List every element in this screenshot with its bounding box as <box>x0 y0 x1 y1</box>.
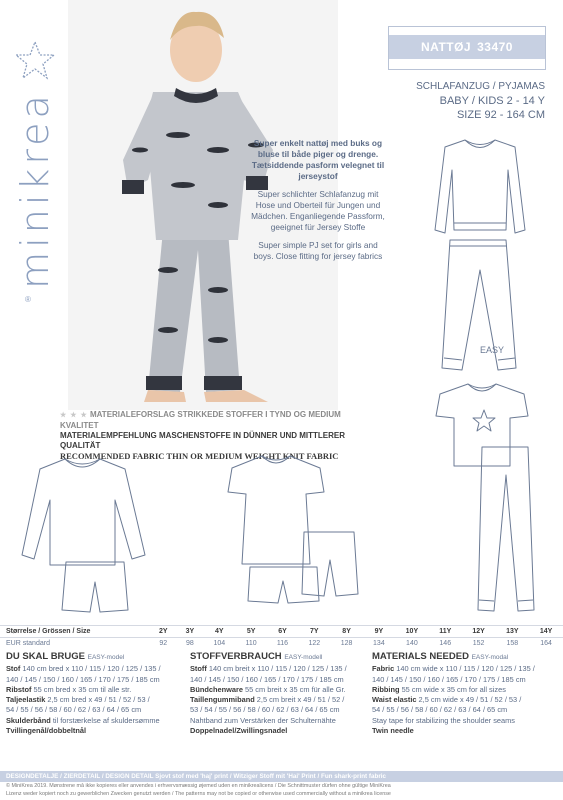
list-item: Taillengummiband 2,5 cm breit x 49 / 51 / 52 / <box>190 695 345 705</box>
list-item: 140 / 145 / 150 / 160 / 165 / 170 / 175 / 185 cm <box>372 674 526 684</box>
eur-cell: 140 <box>406 640 418 648</box>
subtitle-line: SCHLAFANZUG / PYJAMAS <box>416 81 545 92</box>
materials-column-de <box>190 652 368 736</box>
fabric-da: MATERIALEFORSLAG STRIKKEDE STOFFER I TYND OG MEDIUM KVALITET <box>60 410 341 430</box>
eur-cell: 134 <box>373 640 385 648</box>
eur-cell: 122 <box>308 640 321 648</box>
eur-cell: 164 <box>540 640 552 648</box>
size-cell: 9Y <box>363 626 395 638</box>
column-title: STOFFVERBRAUCH <box>190 651 282 662</box>
list-item: Nahtband zum Verstärken der Schulternähte <box>190 715 336 725</box>
eur-cell: 116 <box>276 640 289 648</box>
description-de: Super schlichter Schlafanzug mit Hose und Oberteil für Jungen und Mädchen. Enganliegende Passform, geeignet für Jersey Stoffe <box>251 189 385 232</box>
list-item: Ribbing 55 cm wide x 35 cm for all sizes <box>372 684 506 694</box>
materials-column-da <box>6 652 184 736</box>
list-item: Skulderbånd til forstærkelse af skuldersømme <box>6 715 160 725</box>
drawing-long-pants-2 <box>470 445 540 615</box>
size-row-label: Størrelse / Grössen / Size <box>0 626 150 638</box>
eur-cell: 152 <box>472 640 485 648</box>
column-note: EASY-model <box>87 654 125 661</box>
registered-mark: ® <box>25 295 31 304</box>
pattern-label: NATTØJ <box>421 40 472 54</box>
fabric-de: MATERIALEMPFEHLUNG MASCHENSTOFFE IN DÜNNER UND MITTLERER QUALITÄT <box>60 431 346 450</box>
list-item: Bündchenware 55 cm breit x 35 cm für alle Gr. <box>190 684 346 694</box>
pattern-number: 33470 <box>477 40 513 54</box>
list-item: 140 / 145 / 150 / 160 / 165 / 170 / 175 / 185 cm <box>190 674 344 684</box>
subtitle-line: SIZE 92 - 164 CM <box>456 109 545 121</box>
subtitle-line: BABY / KIDS 2 - 14 Y <box>439 95 545 107</box>
list-item: Tvillingenål/dobbeltnål <box>6 726 87 736</box>
size-cell: 4Y <box>203 626 235 638</box>
size-cell: 3Y <box>177 626 204 638</box>
subtitle-block <box>395 80 545 122</box>
column-title: MATERIALS NEEDED <box>372 651 469 662</box>
column-title: DU SKAL BRUGE <box>6 651 85 662</box>
materials-column-en <box>372 652 550 736</box>
eur-cell: 92 <box>159 640 168 648</box>
easy-label: EASY <box>480 345 505 355</box>
list-item: 140 / 145 / 150 / 160 / 165 / 170 / 175 / 185 cm <box>6 674 160 684</box>
column-note: EASY-modell <box>284 654 323 661</box>
list-item: Taljeelastik 2,5 cm bred x 49 / 51 / 52 / 53 / <box>6 695 150 705</box>
drawing-shorts-3 <box>300 530 360 600</box>
column-note: EASY-modal <box>471 654 509 661</box>
description-block <box>248 138 388 269</box>
size-cell: 7Y <box>298 626 330 638</box>
size-table <box>0 625 563 650</box>
list-item: Stof 140 cm bred x 110 / 115 / 120 / 125 / 135 / <box>6 664 161 674</box>
title-box <box>388 26 546 70</box>
footer-line: © MiniKrea 2019. Mønstrene må ikke kopieres eller anvendes i erhvervsmæssig øjemed uden en minikrealicens / Die Schnittmuster dürfen ohne gültige MiniKrea <box>6 783 391 789</box>
brand-logo <box>10 40 60 304</box>
design-detail-band: DESIGNDETALJE / ZIERDETAIL / DESIGN DETAIL Sjovt stof med 'haj' print / Witziger Stoff mit 'Hai' Print / Fun shark-print fabric <box>0 771 563 782</box>
drawing-long-pants <box>428 238 528 373</box>
description-da: Super enkelt nattøj med buks og bluse til både piger og drenge. Tætsiddende pasform velegnet til jerseystof <box>251 138 385 181</box>
eur-cell: 104 <box>213 640 226 648</box>
table-row <box>0 638 563 650</box>
size-cell: 2Y <box>150 626 177 638</box>
size-cell: 14Y <box>529 626 563 638</box>
eur-cell: 158 <box>506 640 519 648</box>
size-cell: 8Y <box>330 626 362 638</box>
size-cell: 11Y <box>429 626 462 638</box>
size-cell: 10Y <box>395 626 429 638</box>
drawing-shorts <box>60 560 130 615</box>
list-item: Twin needle <box>372 726 414 736</box>
list-item: Stay tape for stabilizing the shoulder seams <box>372 715 515 725</box>
list-item: Stoff 140 cm breit x 110 / 115 / 120 / 125 / 135 / <box>190 664 347 674</box>
list-item: Waist elastic 2,5 cm wide x 49 / 51 / 52 / 53 / <box>372 695 522 705</box>
eur-cell: 146 <box>439 640 452 648</box>
size-cell: 5Y <box>235 626 266 638</box>
list-item: Fabric 140 cm wide x 110 / 115 / 120 / 125 / 135 / <box>372 664 535 674</box>
list-item: 54 / 55 / 56 / 58 / 60 / 62 / 63 / 64 / 65 cm <box>6 705 142 715</box>
eur-cell: 110 <box>245 640 257 648</box>
table-row <box>0 626 563 638</box>
list-item: Doppelnadel/Zwillingsnadel <box>190 726 288 736</box>
brand-name: minikrea <box>13 91 57 289</box>
list-item: 54 / 55 / 56 / 58 / 60 / 62 / 63 / 64 / 65 cm <box>372 705 508 715</box>
rating-stars: ★ ★ ★ <box>60 412 88 419</box>
title-band <box>389 35 545 59</box>
eur-cell: 98 <box>185 640 194 648</box>
description-en: Super simple PJ set for girls and boys. Close fitting for jersey fabrics <box>253 240 383 261</box>
size-cell: 12Y <box>462 626 496 638</box>
drawing-long-sleeve-top <box>430 135 530 245</box>
eur-cell: 128 <box>340 640 353 648</box>
list-item: Ribstof 55 cm bred x 35 cm til alle str. <box>6 684 132 694</box>
copyright-footer <box>6 783 558 798</box>
list-item: 53 / 54 / 55 / 56 / 58 / 60 / 62 / 63 / 64 / 65 cm <box>190 705 340 715</box>
eur-row-label: EUR standard <box>6 640 50 648</box>
footer-line: Lizenz weder kopiert noch zu gewerblichen Zwecken genutzt werden / The patterns may not be copied or otherwise used commercially without a minikrea license <box>6 790 391 797</box>
size-cell: 6Y <box>267 626 298 638</box>
size-cell: 13Y <box>495 626 529 638</box>
fabric-en: RECOMMENDED FABRIC THIN OR MEDIUM WEIGHT KNIT FABRIC <box>60 451 339 461</box>
